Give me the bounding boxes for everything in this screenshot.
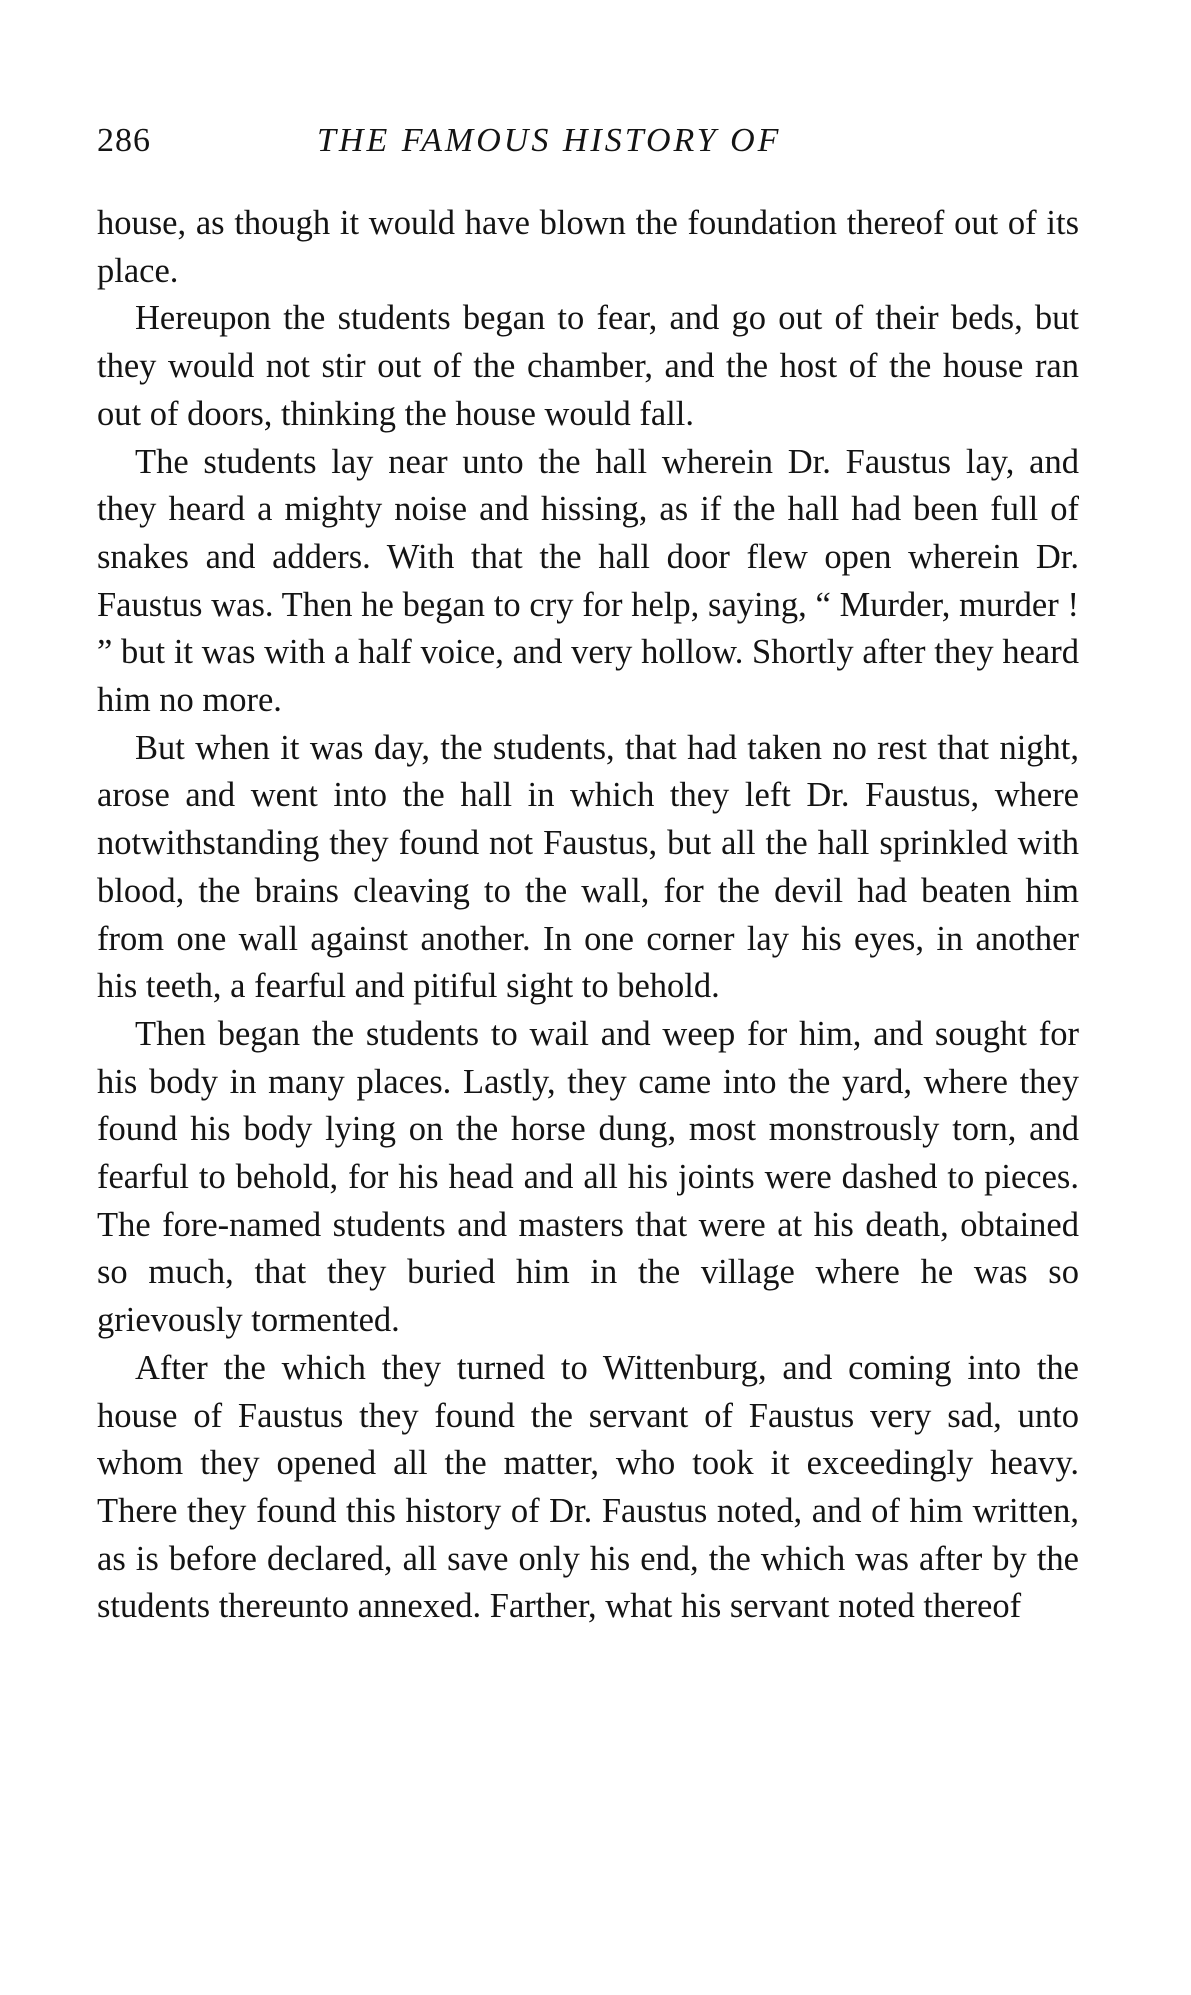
paragraph-1: house, as though it would have blown the foundation thereof out of its place. [97,204,1079,290]
paragraph-2: Hereupon the students began to fear, and go out of their beds, but they would not stir out of the chamber, and the host of the house ran out of doors, thinking the house would fall. [97,299,1079,433]
paragraph-6: After the which they turned to Wittenburg, and coming into the house of Faustus they found the servant of Faustus very sad, unto whom they opened all the matter, who took it exceedingly heavy. There they found this history of Dr. Faustus noted, and of him written, as is before declared, all save only his end, the which was after by the students thereunto annexed. Farther, what his servant noted thereof [97,1348,1079,1626]
paragraph-5: Then began the students to wail and weep for him, and sought for his body in many places. Lastly, they came into the yard, where they found his body lying on the horse dung, most monstrously torn, and fearful to behold, for his head and all his joints were dashed to pieces. The fore-named students and masters that were at his death, obtained so much, that they buried him in the village where he was so grievously tormented. [97,1014,1079,1340]
paragraph-4: But when it was day, the students, that had taken no rest that night, arose and went into the hall in which they left Dr. Faustus, where notwithstanding they found not Faustus, but all the hall sprinkled with blood, the brains cleaving to the wall, for the devil had beaten him from one wall against another. In one corner lay his eyes, in another his teeth, a fearful and pitiful sight to behold. [97,728,1079,1006]
running-title: THE FAMOUS HISTORY OF [317,122,782,159]
page-number: 286 [97,122,151,159]
paragraph-3: The students lay near unto the hall wherein Dr. Faustus lay, and they heard a mighty noise and hissing, as if the hall had been full of snakes and adders. With that the hall door flew open wherein Dr. Faustus was. Then he began to cry for help, saying, “ Murder, murder ! ” but it was with a half voice, and very hollow. Shortly after they heard him no more. [97,442,1079,720]
book-page [97,0,1079,1995]
page-header [97,122,1079,172]
body-text [97,200,1079,1631]
